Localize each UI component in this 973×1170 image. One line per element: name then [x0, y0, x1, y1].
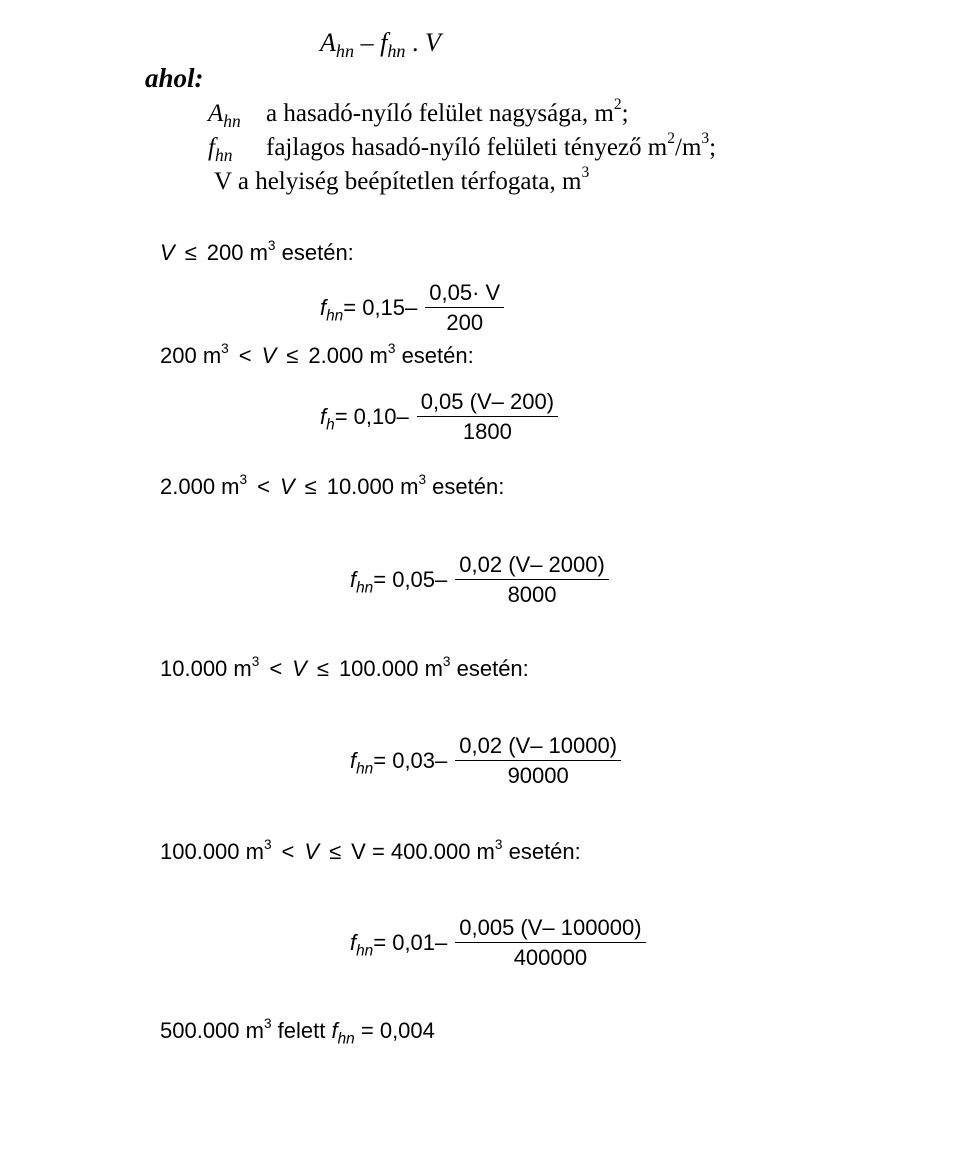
- eq-f-sub: hn: [356, 760, 374, 778]
- main-formula-f-sub: hn: [387, 41, 406, 62]
- case-equation-1: [320, 280, 504, 336]
- eq-rhs: = 0,15–: [343, 295, 418, 320]
- fraction-numerator: 0,02 (V– 2000): [455, 552, 609, 580]
- case-condition-5: [160, 836, 581, 865]
- cond-tail: esetén:: [456, 656, 529, 681]
- cond-op: ≤: [304, 474, 317, 499]
- cond-op: ≤: [286, 343, 299, 368]
- case-condition-3: [160, 471, 505, 500]
- main-formula-dot: .: [412, 28, 419, 57]
- cond-var: V: [279, 474, 295, 499]
- fraction-denominator: 8000: [507, 582, 557, 607]
- cond-upper: 100.000 m: [338, 656, 443, 681]
- fraction-numerator: 0,005 (V– 100000): [455, 915, 645, 943]
- case-condition-4: [160, 653, 529, 682]
- def-tail: ;: [709, 134, 717, 161]
- final-f-sub: hn: [337, 1030, 355, 1048]
- fraction-numerator: 0,02 (V– 10000): [455, 733, 621, 761]
- def-tail: ;: [621, 100, 629, 127]
- main-formula: [320, 28, 441, 62]
- definition-factor: [208, 130, 717, 165]
- case-condition-1: [160, 237, 354, 266]
- def-text: fajlagos hasadó-nyíló felületi tényező m: [266, 134, 668, 161]
- main-formula-lhs-sub: hn: [335, 41, 355, 62]
- cond-op: ≤: [329, 839, 342, 864]
- cond-var: V: [292, 656, 307, 681]
- eq-rhs: = 0,01–: [373, 930, 448, 955]
- def-exp2: 3: [701, 130, 710, 148]
- cond-upper: V = 400.000 m: [351, 839, 495, 864]
- def-exp: 2: [613, 96, 622, 114]
- cond-var: V: [261, 343, 277, 368]
- fraction: [455, 915, 645, 971]
- cond-var: V: [304, 839, 320, 864]
- def-symbol-sub: hn: [214, 145, 233, 165]
- cond-exp: 3: [267, 237, 276, 253]
- fraction: [455, 733, 621, 789]
- fraction-numerator: 0,05· V: [425, 280, 504, 308]
- cond-exp: 3: [418, 471, 427, 487]
- cond-exp: 3: [263, 836, 272, 852]
- cond-exp: 3: [239, 471, 248, 487]
- cond-op: <: [238, 343, 252, 368]
- eq-f-sub: hn: [356, 942, 374, 960]
- cond-lower: 100.000 m: [160, 839, 264, 864]
- final-f: f: [331, 1018, 338, 1043]
- cond-lower: 200 m: [160, 343, 222, 368]
- cond-op: <: [257, 474, 270, 499]
- eq-f: f: [320, 404, 327, 429]
- cond-upper: 2.000 m: [308, 343, 388, 368]
- final-case: [160, 1015, 435, 1048]
- fraction: [417, 389, 558, 445]
- main-formula-v: V: [425, 28, 441, 57]
- main-formula-f: f: [380, 28, 388, 57]
- eq-f: f: [350, 748, 357, 773]
- cond-op: <: [281, 839, 295, 864]
- case-equation-5: [350, 915, 646, 971]
- cond-lower: 10.000 m: [160, 656, 252, 681]
- fraction-denominator: 1800: [462, 419, 512, 444]
- cond-tail: esetén:: [432, 474, 505, 499]
- cond-value: 200 m: [206, 240, 268, 265]
- cond-op: <: [269, 656, 283, 681]
- case-equation-2: [320, 389, 558, 445]
- fraction-denominator: 90000: [507, 763, 569, 788]
- cond-op: ≤: [184, 240, 197, 265]
- def-unit-mid: /m: [675, 134, 702, 161]
- def-symbol-sub: hn: [223, 111, 241, 131]
- final-label: felett: [277, 1018, 326, 1043]
- fraction: [425, 280, 504, 336]
- cond-var: V: [160, 240, 175, 265]
- cond-exp: 3: [221, 340, 229, 356]
- final-value: = 0,004: [360, 1018, 435, 1043]
- eq-f-sub: h: [326, 416, 335, 434]
- def-text: V a helyiség beépítetlen térfogata, m: [214, 168, 582, 195]
- fraction-denominator: 400000: [513, 945, 588, 970]
- fraction-denominator: 200: [446, 310, 484, 335]
- def-exp: 3: [581, 164, 590, 182]
- case-equation-3: [350, 552, 609, 608]
- cond-exp: 3: [387, 340, 396, 356]
- def-exp: 2: [667, 130, 676, 148]
- fraction-numerator: 0,05 (V– 200): [417, 389, 558, 417]
- eq-f: f: [350, 567, 357, 592]
- case-condition-2: [160, 340, 474, 369]
- cond-exp: 3: [442, 653, 451, 669]
- eq-f-sub: hn: [356, 579, 374, 597]
- final-volume: 500.000 m: [160, 1018, 264, 1043]
- cond-exp: 3: [494, 836, 503, 852]
- eq-f: f: [350, 930, 357, 955]
- def-symbol: f: [208, 134, 215, 161]
- cond-tail: esetén:: [508, 839, 581, 864]
- main-formula-lhs: A: [320, 28, 336, 57]
- cond-tail: esetén:: [401, 343, 474, 368]
- eq-rhs: = 0,10–: [334, 404, 409, 429]
- eq-rhs: = 0,05–: [373, 567, 448, 592]
- final-exp: 3: [263, 1015, 272, 1031]
- eq-f-sub: hn: [326, 307, 344, 325]
- definition-volume: [214, 164, 590, 196]
- main-formula-op: –: [360, 28, 374, 57]
- cond-op: ≤: [316, 656, 329, 681]
- case-equation-4: [350, 733, 621, 789]
- cond-exp: 3: [251, 653, 260, 669]
- cond-tail: esetén:: [281, 240, 354, 265]
- eq-rhs: = 0,03–: [373, 748, 448, 773]
- fraction: [455, 552, 609, 608]
- cond-upper: 10.000 m: [326, 474, 419, 499]
- eq-f: f: [320, 295, 327, 320]
- cond-lower: 2.000 m: [160, 474, 240, 499]
- def-symbol: A: [208, 100, 224, 127]
- def-text: a hasadó-nyíló felület nagysága, m: [266, 100, 614, 127]
- definition-area: [208, 96, 629, 131]
- where-label: ahol:: [145, 63, 204, 93]
